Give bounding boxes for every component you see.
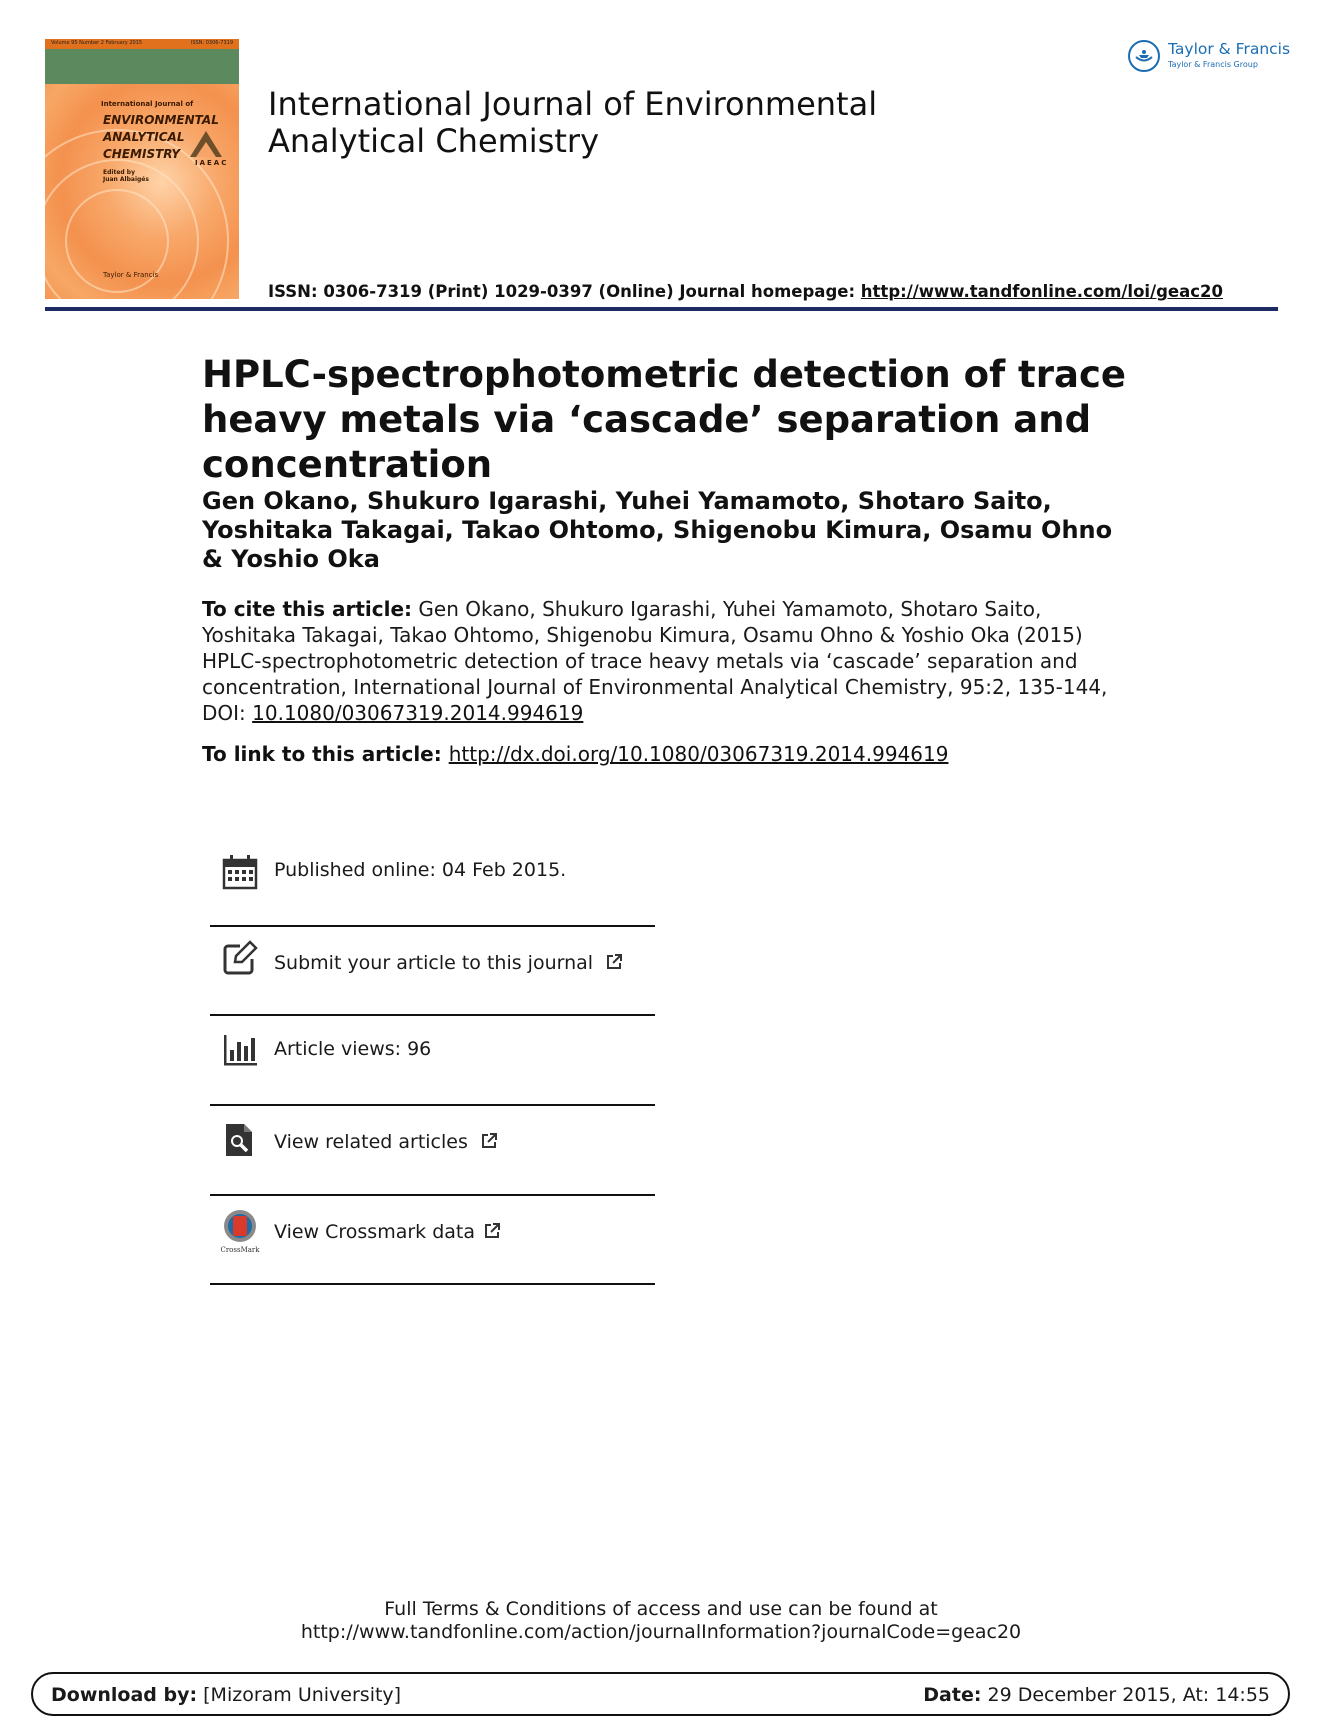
- divider: [210, 925, 655, 927]
- download-date: Date: 29 December 2015, At: 14:55: [923, 1684, 1270, 1706]
- document-search-icon: [222, 1122, 258, 1158]
- divider: [210, 1283, 655, 1285]
- external-link-icon: [483, 1222, 501, 1240]
- submit-article-link[interactable]: Submit your article to this journal: [274, 952, 623, 974]
- svg-text:CrossMark: CrossMark: [220, 1246, 260, 1254]
- journal-title: International Journal of Environmental Analytical Chemistry: [268, 85, 878, 160]
- divider: [210, 1104, 655, 1106]
- cover-green-band: [45, 49, 239, 84]
- cover-volume: Volume 95 Number 2 February 2015: [51, 40, 143, 46]
- cover-journal-name: ENVIRONMENTAL ANALYTICAL CHEMISTRY: [103, 113, 219, 161]
- header-divider: [45, 307, 1278, 311]
- bar-chart-icon: [222, 1032, 258, 1068]
- issn-line: ISSN: 0306-7319 (Print) 1029-0397 (Online) Journal homepage: http://www.tandfonline.com/loi/geac20: [268, 282, 1223, 301]
- cover-publisher: Taylor & Francis: [103, 271, 159, 279]
- article-link-line: [202, 742, 948, 766]
- download-info-bar: [31, 1672, 1290, 1716]
- divider: [210, 1194, 655, 1196]
- cover-top-bar: [45, 39, 239, 49]
- journal-cover-image: [45, 39, 239, 299]
- article-doi-url[interactable]: http://dx.doi.org/10.1080/03067319.2014.994619: [448, 742, 949, 766]
- crossmark-link[interactable]: View Crossmark data: [274, 1221, 501, 1243]
- crossmark-row[interactable]: [210, 1198, 655, 1286]
- citation-block: [202, 596, 1132, 726]
- cover-iaeac: IAEAC: [195, 159, 229, 167]
- cover-intl-journal: International Journal of: [101, 100, 194, 108]
- related-articles-row[interactable]: [210, 1108, 655, 1196]
- tf-logo-sub: Taylor & Francis Group: [1168, 60, 1258, 69]
- terms-line-1: Full Terms & Conditions of access and use can be found at: [384, 1598, 938, 1620]
- doi-link[interactable]: 10.1080/03067319.2014.994619: [252, 701, 584, 725]
- download-by: Download by: [Mizoram University]: [51, 1684, 402, 1706]
- crossmark-icon: [220, 1208, 260, 1254]
- calendar-icon: [222, 854, 258, 890]
- cover-editor: Edited by Juan Albaigés: [103, 169, 149, 183]
- edit-icon: [222, 940, 258, 976]
- taylor-francis-logo[interactable]: [1128, 38, 1291, 78]
- terms-and-conditions: [0, 1598, 1322, 1644]
- article-views-row: [210, 1018, 655, 1106]
- link-label: To link to this article:: [202, 742, 449, 766]
- cover-issn: ISSN: 0306-7319: [190, 40, 233, 46]
- tf-logo-name: Taylor & Francis: [1168, 40, 1291, 58]
- article-title: HPLC-spectrophotometric detection of trace heavy metals via ‘cascade’ separation and concentration: [202, 353, 1126, 486]
- cite-text: Gen Okano, Shukuro Igarashi, Yuhei Yamamoto, Shotaro Saito, Yoshitaka Takagai, Takao Ohtomo, Shigenobu Kimura, Osamu Ohno & Yoshio Oka (2015) HPLC-spectrophotometric detection of trace heavy metals via ‘cascade’ separation and concentration, International Journal of Environmental Analytical Chemistry, 95:2, 135-144, DOI:: [202, 597, 1108, 725]
- published-online-text: Published online: 04 Feb 2015.: [274, 859, 567, 881]
- related-articles-link[interactable]: View related articles: [274, 1131, 498, 1153]
- article-views-text: Article views: 96: [274, 1038, 432, 1060]
- article-authors: Gen Okano, Shukuro Igarashi, Yuhei Yamamoto, Shotaro Saito, Yoshitaka Takagai, Takao Ohtomo, Shigenobu Kimura, Osamu Ohno & Yoshio Oka: [202, 487, 1113, 573]
- cite-label: To cite this article:: [202, 597, 413, 621]
- published-online-row: [210, 840, 655, 928]
- external-link-icon: [480, 1132, 498, 1150]
- external-link-icon: [605, 953, 623, 971]
- divider: [210, 1014, 655, 1016]
- journal-homepage-link[interactable]: http://www.tandfonline.com/loi/geac20: [860, 282, 1223, 301]
- tf-logo-icon: [1128, 40, 1160, 72]
- terms-url[interactable]: http://www.tandfonline.com/action/journalInformation?journalCode=geac20: [300, 1621, 1022, 1643]
- submit-article-row[interactable]: [210, 930, 655, 1018]
